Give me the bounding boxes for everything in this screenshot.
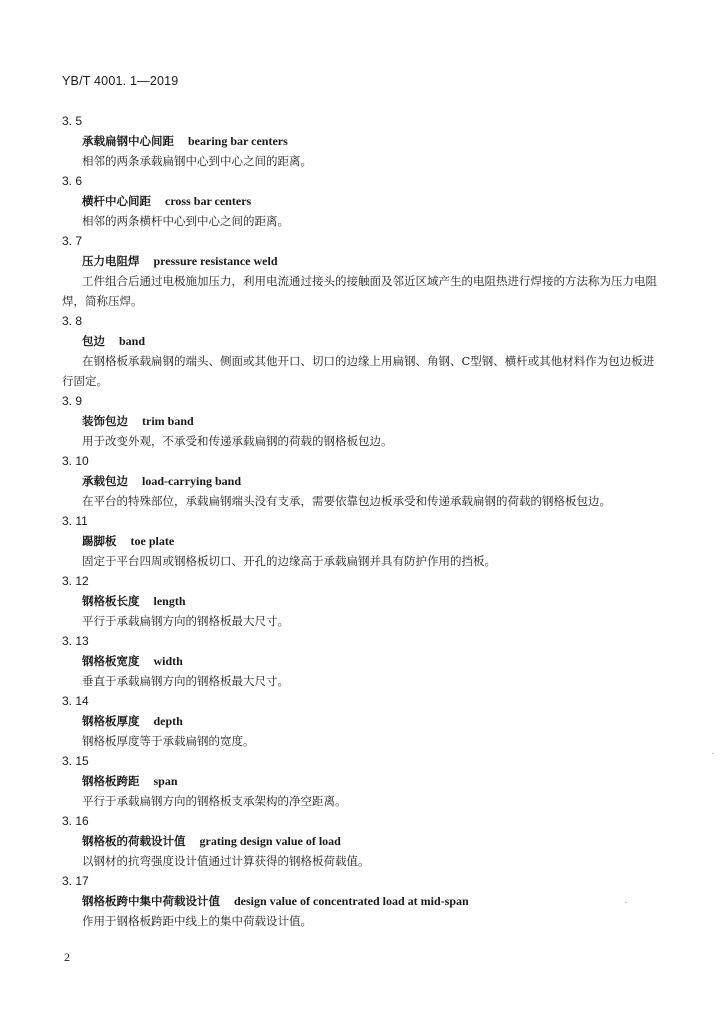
term-definition: 钢格板厚度等于承载扁钢的宽度。 [82,734,255,748]
term-en: bearing bar centers [188,134,288,148]
term-definition: 平行于承载扁钢方向的钢格板最大尺寸。 [82,614,289,628]
term-entry-3-17 [62,871,662,931]
clause-number: 3. 11 [62,514,88,528]
clause-number: 3. 9 [62,394,83,408]
term-heading [62,651,662,671]
term-en: design value of concentrated load at mid-span [234,894,469,908]
term-zh: 压力电阻焊 [82,254,140,268]
term-en: width [153,654,183,668]
clause-number: 3. 17 [62,874,89,888]
term-heading [62,191,662,211]
term-en: length [153,594,186,608]
term-zh: 钢格板跨中集中荷载设计值 [82,894,220,908]
term-heading [62,251,662,271]
clause-number: 3. 16 [62,814,89,828]
term-entry-3-5 [62,111,662,171]
term-zh: 踢脚板 [82,534,117,548]
term-definition: 固定于平台四周或钢格板切口、开孔的边缘高于承载扁钢并具有防护作用的挡板。 [82,554,496,568]
term-definition: 在钢格板承载扁钢的端头、侧面或其他开口、切口的边缘上用扁钢、角钢、C型钢、横杆或其他材料作为包边板进行固定。 [62,354,655,388]
term-en: span [153,774,178,788]
term-entry-3-15 [62,751,662,811]
term-zh: 横杆中心间距 [82,194,151,208]
term-definition: 平行于承载扁钢方向的钢格板支承架构的净空距离。 [82,794,347,808]
term-zh: 钢格板跨距 [82,774,140,788]
term-zh: 承载扁钢中心间距 [82,134,174,148]
term-entry-3-9 [62,391,662,451]
clause-number: 3. 7 [62,234,83,248]
term-heading [62,711,662,731]
term-heading [62,771,662,791]
term-entry-3-13 [62,631,662,691]
term-en: grating design value of load [199,834,341,848]
term-en: toe plate [130,534,175,548]
term-zh: 钢格板厚度 [82,714,140,728]
term-entry-3-7 [62,231,662,311]
term-entry-3-11 [62,511,662,571]
term-zh: 装饰包边 [82,414,128,428]
term-heading [62,891,662,911]
term-heading [62,591,662,611]
term-definition: 相邻的两条横杆中心到中心之间的距离。 [82,214,289,228]
term-en: depth [153,714,183,728]
term-entry-3-8 [62,311,662,391]
term-zh: 钢格板的荷载设计值 [82,834,186,848]
page-number: 2 [64,950,70,964]
term-zh: 承载包边 [82,474,128,488]
clause-number: 3. 12 [62,574,89,588]
term-en: band [119,334,146,348]
term-definition: 在平台的特殊部位，承载扁钢端头没有支承，需要依靠包边板承受和传递承载扁钢的荷载的钢格板包边。 [82,494,611,508]
term-definition: 相邻的两条承载扁钢中心到中心之间的距离。 [82,154,312,168]
term-definition: 作用于钢格板跨距中线上的集中荷载设计值。 [82,914,312,928]
term-en: load-carrying band [142,474,242,488]
term-en: trim band [142,414,194,428]
term-entry-3-16 [62,811,662,871]
term-entry-3-14 [62,691,662,751]
term-entry-3-6 [62,171,662,231]
term-definition: 以钢材的抗弯强度设计值通过计算获得的钢格板荷载值。 [82,854,370,868]
term-zh: 钢格板宽度 [82,654,140,668]
scan-speck [625,902,627,903]
term-definition: 用于改变外观，不承受和传递承载扁钢的荷载的钢格板包边。 [82,434,393,448]
term-en: cross bar centers [165,194,252,208]
term-heading [62,331,662,351]
term-heading [62,131,662,151]
clause-number: 3. 5 [62,114,83,128]
clause-number: 3. 10 [62,454,89,468]
term-zh: 包边 [82,334,105,348]
term-entry-3-12 [62,571,662,631]
term-heading [62,471,662,491]
term-heading [62,411,662,431]
clause-number: 3. 14 [62,694,89,708]
term-en: pressure resistance weld [153,254,278,268]
term-definition: 工件组合后通过电极施加压力，利用电流通过接头的接触面及邻近区域产生的电阻热进行焊接的方法称为压力电阻焊，简称压焊。 [62,274,657,308]
term-heading [62,531,662,551]
terms-list [62,111,662,931]
term-zh: 钢格板长度 [82,594,140,608]
clause-number: 3. 13 [62,634,89,648]
term-heading [62,831,662,851]
term-entry-3-10 [62,451,662,511]
scan-speck [712,753,714,754]
clause-number: 3. 6 [62,174,83,188]
term-definition: 垂直于承载扁钢方向的钢格板最大尺寸。 [82,674,289,688]
standard-code-header: YB/T 4001. 1—2019 [62,74,179,88]
clause-number: 3. 8 [62,314,83,328]
clause-number: 3. 15 [62,754,89,768]
